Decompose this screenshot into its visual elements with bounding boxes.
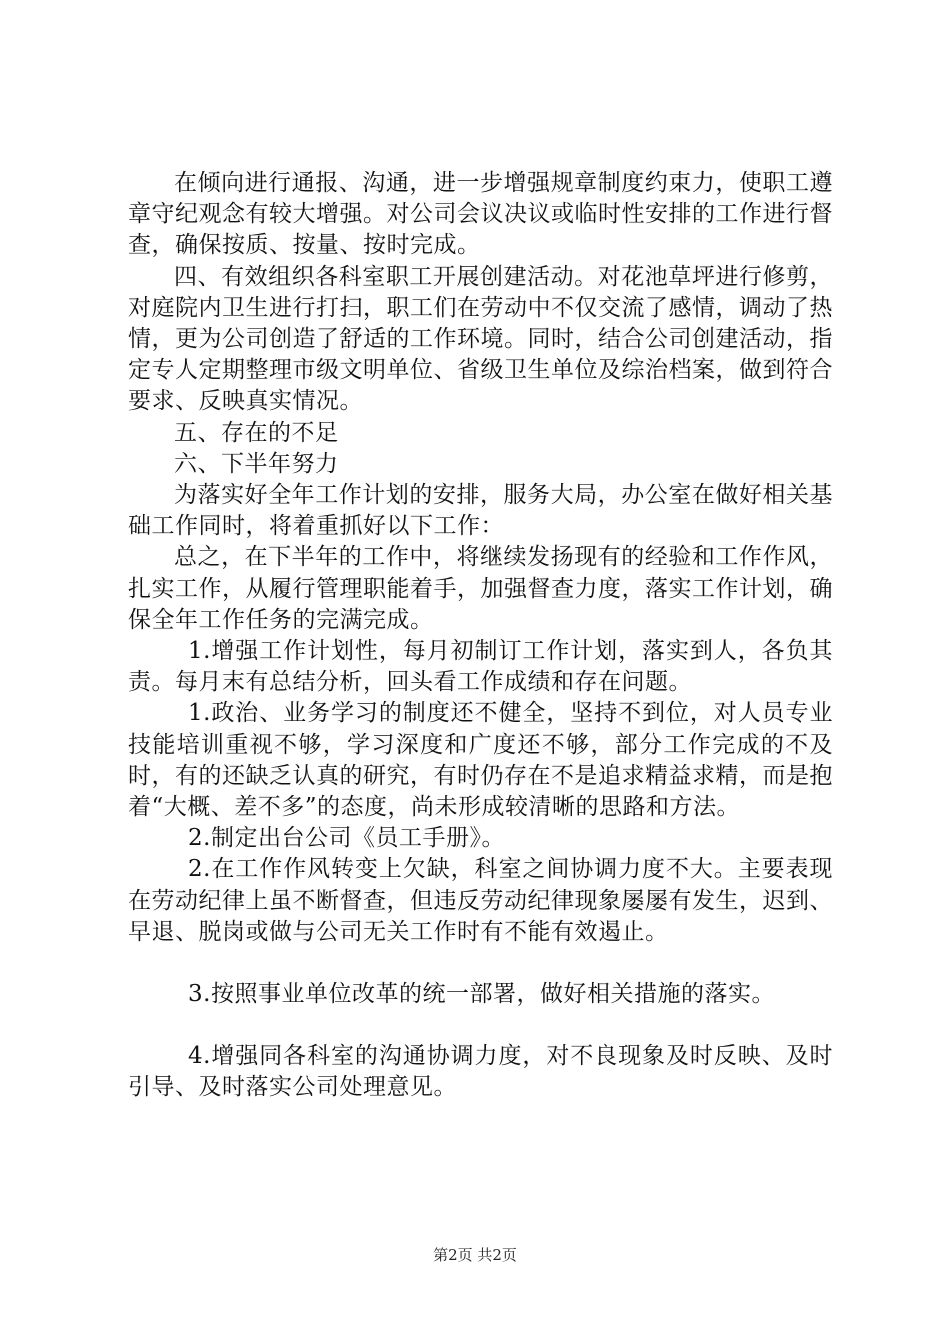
list-item-study-system: 1.政治、业务学习的制度还不健全，坚持不到位，对人员专业技能培训重视不够，学习深度和广度还不够，部分工作完成的不及时，有的还缺乏认真的研究，有时仍存在不是追求精益求精，而是抱着“大概、差不多”的态度，尚未形成较清晰的思路和方法。 <box>128 700 833 821</box>
heading-section-six: 六、下半年努力 <box>174 450 339 477</box>
list-item-work-plan: 1.增强工作计划性，每月初制订工作计划，落实到人，各负其责。每月末有总结分析，回头看工作成绩和存在问题。 <box>128 638 833 696</box>
page-footer: 第2页 共2页 <box>433 1246 517 1264</box>
list-item-coordination: 4.增强同各科室的沟通协调力度，对不良现象及时反映、及时引导、及时落实公司处理意见。 <box>128 1043 833 1101</box>
heading-section-five: 五、存在的不足 <box>174 419 339 446</box>
list-item-employee-handbook: 2.制定出台公司《员工手册》。 <box>188 825 505 852</box>
list-item-work-style: 2.在工作作风转变上欠缺，科室之间协调力度不大。主要表现在劳动纪律上虽不断督查，但违反劳动纪律现象屡屡有发生，迟到、早退、脱岗或做与公司无关工作时有不能有效遏止。 <box>128 856 833 945</box>
list-item-reform: 3.按照事业单位改革的统一部署，做好相关措施的落实。 <box>188 981 775 1008</box>
document-body <box>128 168 833 1104</box>
paragraph-plan-intro: 为落实好全年工作计划的安排，服务大局，办公室在做好相关基础工作同时，将着重抓好以下工作： <box>128 482 833 540</box>
paragraph-section-four: 四、有效组织各科室职工开展创建活动。对花池草坪进行修剪，对庭院内卫生进行打扫，职工们在劳动中不仅交流了感情，调动了热情，更为公司创造了舒适的工作环境。同时，结合公司创建活动，指定专人定期整理市级文明单位、省级卫生单位及综治档案，做到符合要求、反映真实情况。 <box>128 263 833 415</box>
paragraph-summary: 总之，在下半年的工作中，将继续发扬现有的经验和工作作风，扎实工作，从履行管理职能着手，加强督查力度，落实工作计划，确保全年工作任务的完满完成。 <box>128 544 833 633</box>
paragraph-supervision: 在倾向进行通报、沟通，进一步增强规章制度约束力，使职工遵章守纪观念有较大增强。对公司会议决议或临时性安排的工作进行督查，确保按质、按量、按时完成。 <box>128 170 833 259</box>
